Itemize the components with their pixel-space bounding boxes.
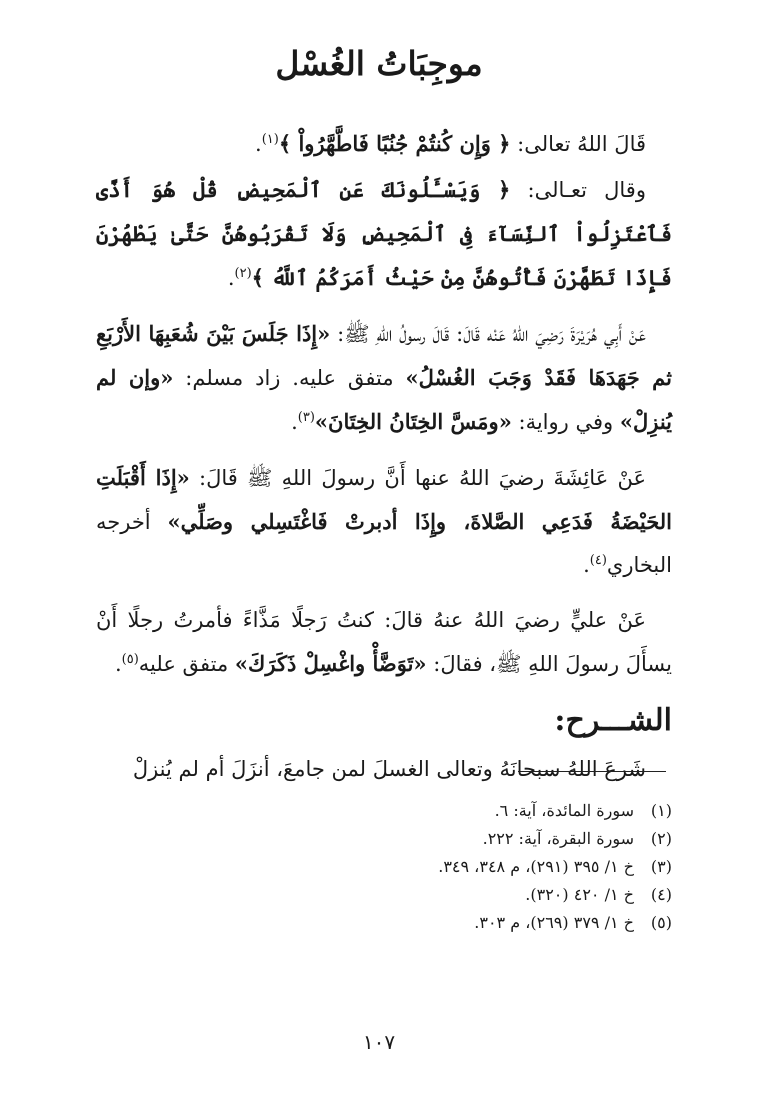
sharh-paragraph: شَرعَ اللهُ سبحانَهُ وتعالى الغسلَ لمن جامعَ، أنزَلَ أم لم يُنزلْ: [132, 757, 646, 781]
verse-tail: .: [227, 266, 235, 290]
hadith-ali: [96, 599, 672, 686]
footnotes-list: [252, 797, 672, 937]
footnote-item: [252, 853, 672, 881]
hadith-riwayah: «ومَسَّ الخِتَانُ الخِتَانَ»: [314, 409, 512, 434]
evidence-verse-2: [96, 168, 672, 300]
hadith-intro: عَنْ عليٍّ رضيَ اللهُ عنهُ قالَ: كنتُ رَجلًا مَذَّاءً فأمرتُ رجلًا أَنْ يسأَلَ رسولَ اللهِ ﷺ، فقالَ:: [96, 608, 672, 676]
evidence-verse-1: [96, 122, 672, 166]
footnote-text: سورة البقرة، آية: ٢٢٢.: [482, 829, 634, 848]
page-title: موجِبَاتُ الغُسْل: [275, 44, 483, 83]
verse-tail: .: [255, 132, 262, 156]
hadith-riwayah-label: وفي رواية:: [511, 410, 620, 434]
hadith-text: «تَوَضَّأْ واغْسِلْ ذَكَرَكَ»: [234, 651, 427, 676]
hadith-text: «إِذَا جَلَسَ بَيْنَ شُعَبِهَا الأَرْبَعِ ثم جَهَدَهَا فَقَدْ وَجَبَ الغُسْلُ»: [96, 321, 673, 390]
footnote-ref: (٥): [121, 652, 139, 667]
footnote-item: [252, 797, 672, 825]
hadith-source: متفق عليه. زاد مسلم:: [173, 366, 406, 390]
main-text: [96, 122, 672, 803]
hadith-tail: .: [291, 410, 298, 434]
hadith-intro: عَنْ أَبِي هُرَيْرَةَ رَضِيَ اللهُ عَنْه قَالَ: قَالَ رسولُ اللهِ ﷺ:: [330, 322, 646, 346]
footnote-divider: [518, 771, 666, 772]
footnote-item: [252, 825, 672, 853]
verse-quote: ﴿ وَإِن كُنتُمْ جُنُبًا فَاطَّهَّرُواْ ﴾: [278, 131, 511, 156]
hadith-addition: «وإن لم يُنزِلْ»: [96, 365, 672, 434]
verse-quote: ﴿ وَيَسْـَٔلُونَكَ عَنِ ٱلْمَحِيضِ قُلْ هُوَ أَذًى فَٱعْتَزِلُواْ ٱلنِّسَآءَ فِى ٱلْمَحِيضِ وَلَا تَقْرَبُوهُنَّ حَتَّىٰ يَطْهُرْنَ فَإِذَا تَطَهَّرْنَ فَأْتُوهُنَّ مِنْ حَيْثُ أَمَرَكُمُ ٱللَّهُ ﴾: [96, 177, 672, 290]
footnote-number: (٤): [650, 885, 672, 904]
footnote-number: (١): [650, 801, 672, 820]
verse-intro: وقال تعـالى:: [510, 178, 646, 202]
footnote-text: خ ١/ ٤٢٠ (٣٢٠).: [525, 885, 634, 904]
footnote-number: (٥): [650, 913, 672, 932]
sharh-heading: الشـــرح:: [554, 703, 672, 738]
footnote-ref: (٣): [297, 410, 315, 425]
footnote-number: (٢): [650, 829, 672, 848]
hadith-source: متفق عليه: [138, 652, 235, 676]
footnote-text: سورة المائدة، آية: ٦.: [494, 801, 634, 820]
hadith-text: «إِذَا أَقْبَلَتِ الحَيْضَةُ فَدَعِي الصَّلاةَ، وإِذَا أدبرتْ فَاغْتَسِلي وصَلِّي»: [96, 465, 672, 534]
hadith-tail: .: [583, 553, 590, 577]
hadith-intro: عَنْ عَائِشَةَ رضيَ اللهُ عنها أَنَّ رسولَ اللهِ ﷺ قَالَ:: [189, 466, 646, 490]
footnote-text: خ ١/ ٣٩٥ (٢٩١)، م ٣٤٨، ٣٤٩.: [438, 857, 634, 876]
footnote-ref: (٢): [234, 266, 252, 281]
footnote-text: خ ١/ ٣٧٩ (٢٦٩)، م ٣٠٣.: [474, 913, 634, 932]
hadith-tail: .: [114, 652, 122, 676]
footnote-item: [252, 909, 672, 937]
footnote-ref: (١): [261, 132, 279, 147]
page-number: ١٠٧: [362, 1030, 396, 1054]
hadith-abu-hurayrah: [96, 312, 672, 444]
footnote-ref: (٤): [589, 553, 607, 568]
hadith-aishah: [96, 456, 672, 587]
footnote-number: (٣): [650, 857, 672, 876]
verse-intro: قَالَ اللهُ تعالى:: [510, 132, 646, 156]
hadith-source: أخرجه البخاري: [96, 510, 672, 577]
footnote-item: [252, 881, 672, 909]
